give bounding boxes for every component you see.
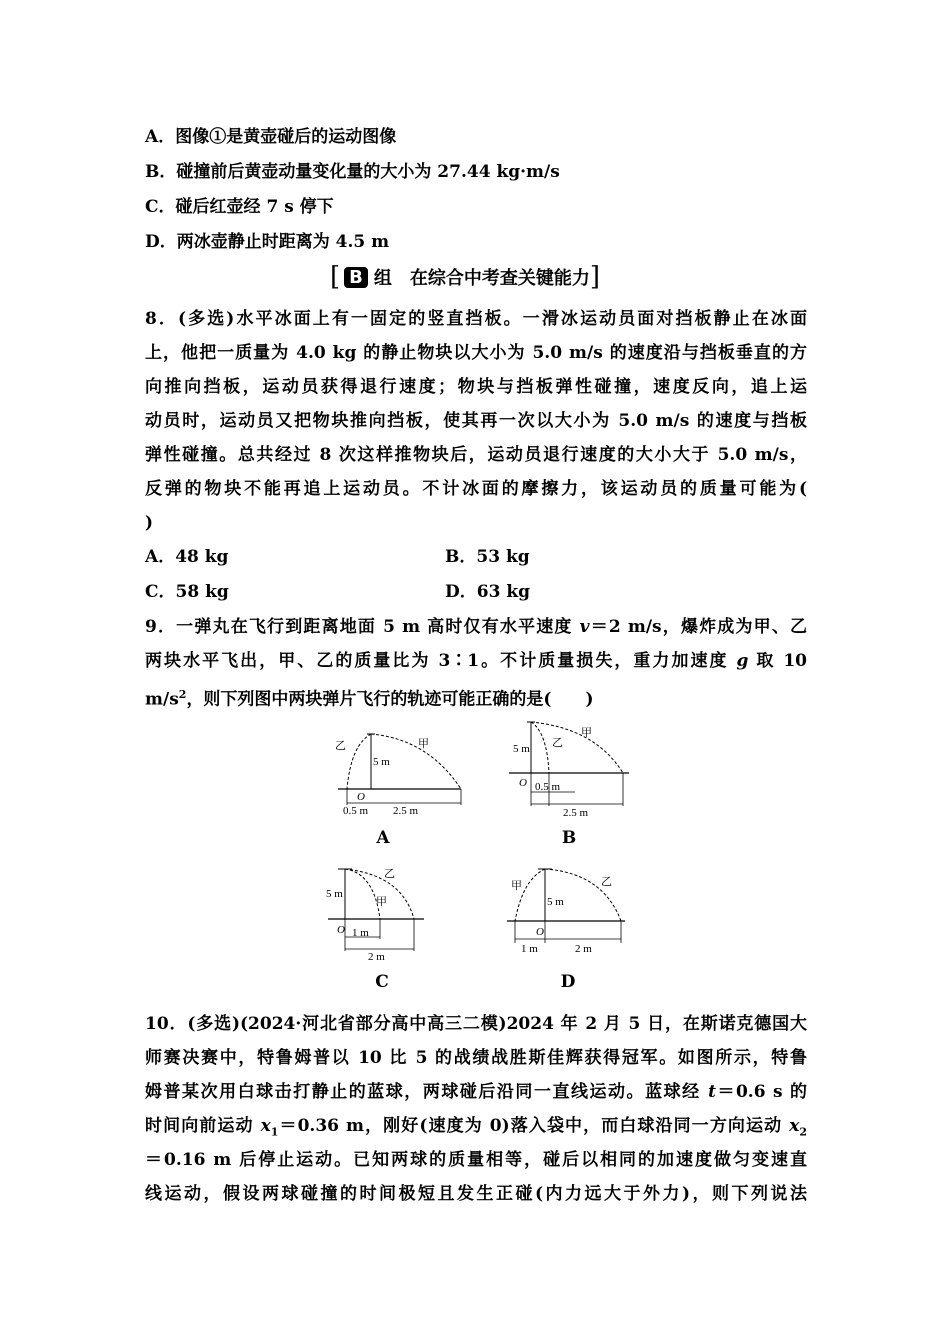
q9-line2-b: 取 10 — [748, 651, 807, 671]
q9-line3-b: ，则下列图中两块弹片飞行的轨迹可能正确的是( ) — [186, 689, 594, 710]
q10-line-1: 10．(多选)(2024·河北省部分高中高三二模)2024 年 2 月 5 日，在斯诺克德国大 — [145, 1014, 807, 1034]
q7-option-d: D．两冰壶静止时距离为 4.5 m — [145, 232, 390, 252]
q9-velocity-symbol: v — [579, 617, 590, 637]
q9-line-3 — [145, 683, 594, 712]
q10-x2-sub: 2 — [799, 1125, 808, 1139]
q10-x1-symbol: x — [260, 1116, 271, 1136]
label-dist-2: 2.5 m — [393, 805, 419, 817]
q10-line-2: 师赛决赛中，特鲁姆普以 10 比 5 的战绩战胜斯佳辉获得冠军。如图所示，特鲁 — [145, 1048, 807, 1068]
label-origin: O — [536, 926, 544, 938]
label-dist-1: 0.5 m — [535, 781, 561, 793]
figure-c — [322, 863, 432, 963]
figure-d-caption: D — [560, 972, 576, 992]
q9-line3-a: m/s — [145, 689, 179, 710]
group-badge: B — [344, 267, 368, 288]
left-bracket-icon: [ — [330, 262, 341, 292]
q10-line4-a: 时间向前运动 — [145, 1116, 261, 1136]
q9-line-1 — [145, 615, 807, 639]
section-title: 在综合中考查关键能力 — [409, 268, 590, 289]
q10-line-4 — [145, 1114, 807, 1144]
q7-option-b: B．碰撞前后黄壶动量变化量的大小为 27.44 kg·m/s — [145, 162, 560, 182]
group-label: 组 — [373, 268, 392, 289]
q8-line-3: 向推向挡板，运动员获得退行速度；物块与挡板弹性碰撞，速度反向，追上运 — [145, 377, 807, 397]
q8-option-d: D．63 kg — [445, 582, 530, 602]
q9-gravity-symbol: g — [736, 651, 749, 671]
label-height: 5 m — [513, 743, 530, 755]
q9-line-2 — [145, 649, 807, 673]
q10-line3-a: 姆普某次用白球击打静止的蓝球，两球碰后沿同一直线运动。蓝球经 — [145, 1082, 709, 1102]
q8-option-a: A．48 kg — [145, 547, 229, 567]
label-dist-1: 1 m — [521, 943, 538, 955]
q8-option-b: B．53 kg — [445, 547, 530, 567]
label-yi: 乙 — [601, 876, 612, 888]
label-height: 5 m — [373, 756, 390, 768]
q9-line1-a: 9．一弹丸在飞行到距离地面 5 m 高时仅有水平速度 — [145, 617, 580, 637]
label-dist-2: 2 m — [575, 943, 592, 955]
label-dist-1: 0.5 m — [343, 805, 369, 817]
q8-line-6: 反弹的物块不能再追上运动员。不计冰面的摩擦力，该运动员的质量可能为( — [145, 479, 807, 499]
q9-line1-b: ＝2 m/s，爆炸成为甲、乙 — [589, 617, 807, 637]
label-origin: O — [357, 791, 365, 803]
label-jia: 甲 — [511, 880, 522, 892]
q8-line-5: 弹性碰撞。总共经过 8 次这样推物块后，运动员退行速度的大小大于 5.0 m/s， — [145, 445, 807, 465]
q9-line3-sup: 2 — [178, 688, 187, 701]
q7-option-c: C．碰后红壶经 7 s 停下 — [145, 197, 334, 217]
label-yi: 乙 — [335, 740, 346, 752]
label-origin: O — [337, 924, 345, 936]
figure-c-caption: C — [375, 972, 389, 992]
q8-line-1: 8．(多选)水平冰面上有一固定的竖直挡板。一滑冰运动员面对挡板静止在冰面 — [145, 309, 807, 329]
q9-line2-a: 两块水平飞出，甲、乙的质量比为 3∶1。不计质量损失，重力加速度 — [145, 651, 737, 671]
right-bracket-icon: ] — [589, 262, 601, 292]
label-yi: 乙 — [384, 868, 395, 880]
label-jia: 甲 — [581, 727, 592, 739]
figure-d — [503, 863, 628, 963]
label-jia: 甲 — [418, 738, 429, 750]
section-heading — [330, 264, 600, 290]
q10-x2-symbol: x — [789, 1116, 800, 1136]
label-height: 5 m — [326, 888, 343, 900]
label-yi: 乙 — [552, 737, 563, 749]
q10-line-5: ＝0.16 m 后停止运动。已知两球的质量相等，碰后以相同的加速度做匀变速直 — [145, 1150, 807, 1170]
label-height: 5 m — [547, 896, 564, 908]
q8-line-2: 上，他把一质量为 4.0 kg 的静止物块以大小为 5.0 m/s 的速度沿与挡板垂直的方 — [145, 343, 807, 363]
label-dist-2: 2 m — [368, 951, 385, 963]
q10-x1-sub: 1 — [270, 1125, 279, 1139]
q10-line4-b: ＝0.36 m，刚好(速度为 0)落入袋中，而白球沿同一方向运动 — [278, 1116, 790, 1136]
q8-line-4: 动员时，运动员又把物块推向挡板，使其再一次以大小为 5.0 m/s 的速度与挡板 — [145, 411, 807, 431]
label-dist-2: 2.5 m — [563, 807, 589, 819]
q10-line-3 — [145, 1080, 807, 1104]
figure-a-caption: A — [376, 828, 390, 848]
figure-a — [333, 725, 468, 825]
label-jia: 甲 — [376, 896, 387, 908]
label-dist-1: 1 m — [352, 927, 369, 939]
figure-b-caption: B — [561, 828, 577, 848]
figure-b — [505, 718, 635, 826]
q8-option-c: C．58 kg — [145, 582, 229, 602]
q10-line3-b: ＝0.6 s 的 — [715, 1082, 808, 1102]
q8-line-7: ) — [145, 513, 154, 533]
label-origin: O — [519, 777, 527, 789]
q7-option-a: A．图像①是黄壶碰后的运动图像 — [145, 127, 397, 147]
q10-time-symbol: t — [708, 1082, 716, 1102]
q10-line-6: 线运动，假设两球碰撞的时间极短且发生正碰(内力远大于外力)，则下列说法 — [145, 1184, 807, 1204]
